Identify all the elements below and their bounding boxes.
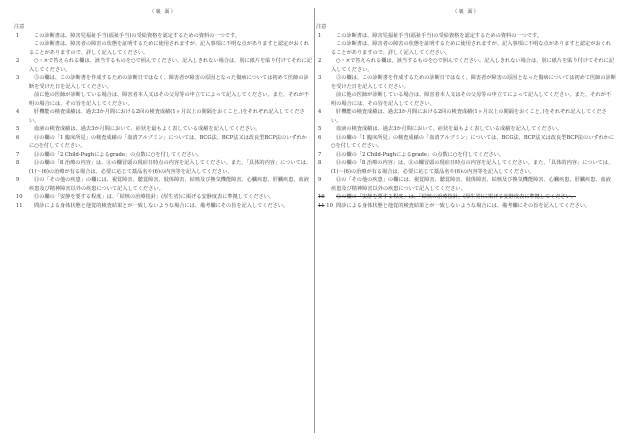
note-text: ⑪の欄の「1 臨床所見」の検査成績の「血清アルブミン」については、BCG法、BCP法又は改良型BCP法のいずれかに○を付してください。 <box>331 134 615 149</box>
note-number: 8 <box>16 160 20 166</box>
note-item <box>14 134 312 151</box>
note-text: ⑤の欄は、この診断書を作成するための診断日ではなく、障害者が障害の原因となった傷病については初めて医師の診断を受けた日を記入してください。 <box>29 75 309 90</box>
note-number: 4 <box>318 109 322 115</box>
note-number: 9 <box>16 177 20 183</box>
note-item <box>316 151 616 160</box>
note-text: この診断書は、障害者の障害の状態を証明するために使用されますが、記入事項に不明な点がありますと認定がおくれることがありますので、詳しく記入してください。 <box>29 41 309 56</box>
left-page <box>14 0 312 210</box>
note-item <box>316 193 616 202</box>
note-text: ⑪の欄の「8 治療の内容」は、⑪の欄冒頭の現症日時点の内容を記入してください。また、「具体的内容」については、(1)～(6)の治療が有る場合は、必要に応じて薬品名や(6)の内容等を記入してください。 <box>331 160 614 175</box>
note-text: ⑫の欄の「安静を要する程度」は、「結核の治療指針」(厚生省)に掲げる安静度表に準拠してください。 <box>34 194 275 200</box>
note-item <box>14 32 312 58</box>
note-item <box>14 202 312 211</box>
note-item <box>316 32 616 58</box>
note-number <box>318 202 333 211</box>
note-text: この診断書は、障害児福祉手当(福祉手当)の受給資格を認定するための資料の一つです。 <box>34 32 240 39</box>
note-number: 9 <box>318 177 322 183</box>
note-text: ○・×で答えられる欄は、該当するものを○で囲んでください。記入しきれない場合は、別に紙片を貼り付けてそれに記入してください。 <box>331 58 614 73</box>
note-item <box>14 57 312 74</box>
note-number: 6 <box>318 134 322 141</box>
note-item <box>14 193 312 202</box>
note-item <box>14 74 312 108</box>
note-text: ○・×で答えられる欄は、該当するものを○で囲んでください。記入しきれない場合は、別に紙片を貼り付けてそれに記入してください。 <box>29 58 312 73</box>
note-number: 6 <box>16 134 20 141</box>
note-item <box>316 108 616 125</box>
note-item <box>316 159 616 176</box>
note-text: この診断書は、障害児福祉手当(福祉手当)の受給資格を認定するための資料の一つです。 <box>336 32 542 39</box>
note-text: 問診による身体状態と他覚的検査結果とが一致しないような場合には、備考欄にその旨を記入してください。 <box>336 202 591 209</box>
note-item <box>14 108 312 125</box>
note-text: ⑪の欄の「1 臨床所見」の検査成績の「血清アルブミン」については、BCG法、BCP法又は改良型BCP法のいずれかに○を付してください。 <box>29 134 307 149</box>
note-item <box>316 125 616 134</box>
note-number: 8 <box>318 160 322 166</box>
note-item <box>316 202 616 211</box>
note-text: ⑪の欄の「8 治療の内容」は、⑪の欄冒頭の現症日時点の内容を記入してください。また、「具体的内容」については、(1)～(6)の治療が有る場合は、必要に応じて薬品名や(6)の内容等を記入してください。 <box>29 160 312 175</box>
note-number: 10 <box>16 194 23 200</box>
note-number: 1 <box>318 32 322 39</box>
note-number: 4 <box>16 109 20 115</box>
note-text: ⑪の欄の「2 Child-Pughによるgrade」の点数に○を付してください。 <box>34 151 203 158</box>
revised-note-number: 10 <box>326 202 333 209</box>
note-number: 7 <box>318 151 322 158</box>
note-number: 2 <box>318 58 322 64</box>
deleted-note-text: ⑫の欄の「安静を要する程度」は、「結核の治療指針」(厚生省)に掲げる安静度表に準拠してください。 <box>336 194 577 200</box>
note-item <box>14 125 312 134</box>
note-number: 10 <box>318 194 325 200</box>
page-divider <box>314 8 315 433</box>
note-number: 1 <box>16 32 20 39</box>
note-text: 前に他の医師が診断している場合は、障害者本人又はその父母等の申立てによって記入してください。また、それが不明の場合には、その旨を記入してください。 <box>29 92 309 107</box>
note-number: 3 <box>318 75 322 81</box>
note-number: 7 <box>16 151 20 158</box>
notes-list <box>14 32 312 211</box>
note-text: ⑪の「その他の疾患」の欄には、視覚障害、聴覚障害、肢体障害、結核及び換気機能障害、心臓疾患、肝臓疾患、血液疾患及び精神障害以外の疾患について記入してください。 <box>331 177 611 192</box>
note-text: 前に他の医師が診断している場合は、障害者本人又はその父母等の申立てによって記入してください。また、それが不明の場合には、その旨を記入してください。 <box>331 92 611 107</box>
note-number: 5 <box>16 126 20 132</box>
note-text: 肝機能の検査成績は、過去3か月間における2回の検査成績(1ヶ月以上の間隔をおくこと。)をそれぞれ記入してください。 <box>29 109 305 124</box>
note-number: 11 <box>16 202 23 209</box>
note-item <box>14 176 312 193</box>
note-item <box>316 57 616 74</box>
page-side-title: （裏 面） <box>452 9 480 15</box>
note-text: 血液の検査成績は、過去3か月間において、症状を最もよく表している成績を記入してください。 <box>336 126 563 132</box>
note-text: 肝機能の検査成績は、過去3か月間における2回の検査成績(1ヶ月以上の間隔をおくこと。)をそれぞれ記入してください。 <box>331 109 607 124</box>
notes-heading: 注意 <box>14 24 25 30</box>
notes-heading: 注意 <box>316 24 327 30</box>
note-item <box>14 151 312 160</box>
note-text: ⑤の欄は、この診断書を作成するための診断日ではなく、障害者が障害の原因となった傷病については初めて医師の診断を受けた日を記入してください。 <box>331 75 616 90</box>
note-text: ⑪の「その他の疾患」の欄には、視覚障害、聴覚障害、肢体障害、結核及び換気機能障害、心臓疾患、肝臓疾患、血液疾患及び精神障害以外の疾患について記入してください。 <box>29 177 309 192</box>
note-item <box>316 74 616 108</box>
note-text: この診断書は、障害者の障害の状態を証明するために使用されますが、記入事項に不明な点がありますと認定がおくれることがありますので、詳しく記入してください。 <box>331 41 611 56</box>
notes-list <box>316 32 616 211</box>
note-item <box>14 159 312 176</box>
note-number: 2 <box>16 58 20 64</box>
note-text: 血液の検査成績は、過去3か月間において、症状を最もよく表している成績を記入してください。 <box>34 126 261 132</box>
right-page <box>316 0 616 210</box>
note-text: 問診による身体状態と他覚的検査結果とが一致しないような場合には、備考欄にその旨を記入してください。 <box>34 202 289 209</box>
note-text: ⑪の欄の「2 Child-Pughによるgrade」の点数に○を付してください。 <box>336 151 505 158</box>
page-side-title: （裏 面） <box>149 9 177 15</box>
note-number: 5 <box>318 126 322 132</box>
note-item <box>316 134 616 151</box>
note-number: 3 <box>16 75 20 81</box>
note-item <box>316 176 616 193</box>
deleted-note-number: 11 <box>318 202 325 209</box>
